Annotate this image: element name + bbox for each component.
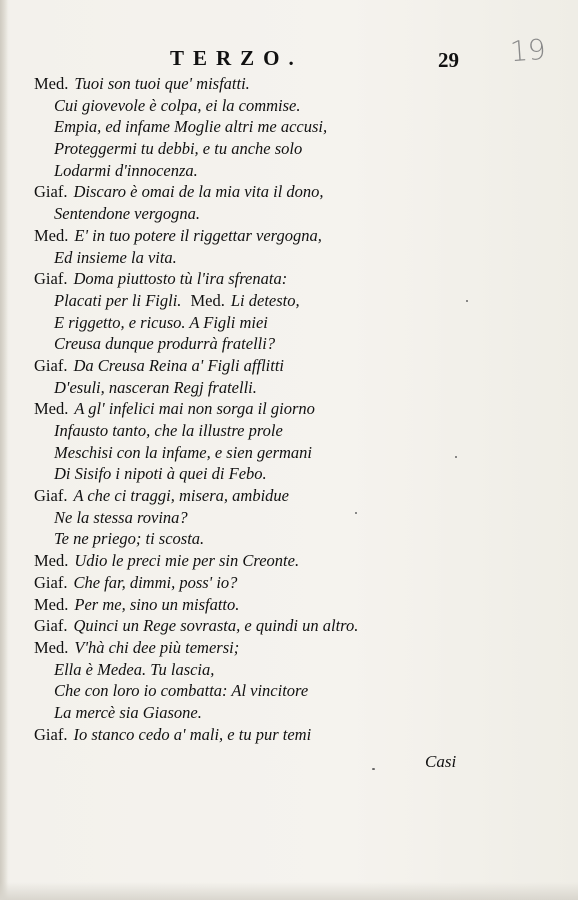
- running-head-title: TERZO.: [170, 46, 303, 70]
- speaker-name: Med.: [190, 290, 225, 310]
- speaker-name: Giaf.: [34, 616, 68, 636]
- verse-text: La mercè sia Giasone.: [54, 702, 202, 722]
- verse-text: A che ci traggi, misera, ambidue: [73, 486, 289, 506]
- verse-text: Di Sisifo i nipoti à quei di Febo.: [54, 464, 267, 484]
- verse-text: Ella è Medea. Tu lascia,: [54, 659, 215, 679]
- verse-line: [34, 73, 554, 95]
- verse-text: Io stanco cedo a' mali, e tu pur temi: [73, 724, 312, 744]
- speaker-name: Giaf.: [34, 269, 68, 289]
- verse-line: [34, 507, 554, 529]
- gutter-shadow: [0, 0, 8, 900]
- ink-speck: [372, 768, 375, 770]
- verse-line: [34, 225, 554, 247]
- verse-line: [34, 268, 554, 290]
- verse-text: Udio le preci mie per sin Creonte.: [74, 551, 300, 571]
- verse-line: [34, 138, 554, 160]
- speaker-name: Med.: [34, 637, 69, 657]
- verse-text: Placati per li Figli.: [54, 290, 182, 310]
- verse-line: [34, 485, 554, 507]
- verse-line: [34, 333, 554, 355]
- verse-line: [34, 312, 554, 334]
- verse-text: E riggetto, e ricuso. A Figli miei: [54, 312, 268, 332]
- verse-line: [34, 550, 554, 572]
- pencil-page-note: 19: [508, 32, 547, 69]
- speaker-name: Giaf.: [34, 572, 68, 592]
- verse-line: [34, 377, 554, 399]
- verse-text: Ne la stessa rovina?: [54, 507, 188, 527]
- verse-line: [34, 615, 554, 637]
- verse-text: Che far, dimmi, poss' io?: [73, 572, 238, 592]
- speaker-name: Med.: [34, 225, 69, 245]
- verse-text: D'esuli, nasceran Regj fratelli.: [54, 377, 257, 397]
- verse-text: Lodarmi d'innocenza.: [54, 160, 198, 180]
- page-bottom-edge: [0, 882, 578, 900]
- verse-text: Infausto tanto, che la illustre prole: [54, 421, 283, 440]
- verse-text: V'hà chi dee più temersi;: [74, 637, 240, 657]
- verse-text: Te ne priego; ti scosta.: [54, 529, 205, 549]
- verse-line: [34, 160, 554, 182]
- verse-text: Creusa dunque produrrà fratelli?: [54, 334, 276, 354]
- verse-line: [34, 398, 554, 420]
- speaker-name: Med.: [34, 551, 69, 571]
- verse-text: Da Creusa Reina a' Figli afflitti: [73, 355, 284, 375]
- verse-line: [34, 680, 554, 702]
- verse-text: Quinci un Rege sovrasta, e quindi un altro.: [73, 616, 359, 636]
- verse-line: [34, 659, 554, 681]
- verse-text: Empia, ed infame Moglie altri me accusi,: [54, 117, 328, 137]
- speaker-name: Med.: [34, 594, 69, 614]
- verse-line: [34, 702, 554, 724]
- ink-speck: [466, 300, 468, 302]
- verse-line: [34, 442, 554, 464]
- catchword: Casi: [425, 752, 457, 771]
- speaker-name: Med.: [34, 399, 69, 419]
- speaker-name: Giaf.: [34, 355, 68, 375]
- verse-line: [34, 290, 554, 312]
- verse-text: Meschisi con la infame, e sien germani: [54, 442, 312, 462]
- ink-speck: [355, 512, 357, 514]
- verse-text: Ed insieme la vita.: [54, 247, 177, 267]
- verse-line: [34, 420, 554, 442]
- speaker-name: Med.: [34, 74, 69, 93]
- speaker-name: Giaf.: [34, 182, 68, 202]
- verse-text: Per me, sino un misfatto.: [74, 594, 240, 614]
- speaker-name: Giaf.: [34, 486, 68, 506]
- page-number: 29: [438, 48, 459, 72]
- verse-line: [34, 181, 554, 203]
- verse-text: Che con loro io combatta: Al vincitore: [54, 681, 309, 701]
- verse-line: [34, 594, 554, 616]
- verse-line: [34, 463, 554, 485]
- verse-line: [34, 355, 554, 377]
- verse-text: Tuoi son tuoi que' misfatti.: [74, 74, 250, 93]
- verse-line: [34, 637, 554, 659]
- ink-speck: [455, 456, 457, 458]
- verse-line: [34, 247, 554, 269]
- verse-line: [34, 116, 554, 138]
- verse-text: Cui giovevole è colpa, ei la commise.: [54, 95, 301, 115]
- verse-line: [34, 95, 554, 117]
- speaker-name: Giaf.: [34, 724, 68, 744]
- verse-text: Discaro è omai de la mia vita il dono,: [73, 182, 324, 202]
- verse-text: A gl' infelici mai non sorga il giorno: [74, 399, 315, 419]
- verse-text: Li detesto,: [230, 290, 300, 310]
- verse-line: [34, 724, 554, 746]
- verse-line: [34, 203, 554, 225]
- verse-text-block: [34, 73, 554, 745]
- verse-line: [34, 528, 554, 550]
- verse-text: Doma piuttosto tù l'ira sfrenata:: [73, 269, 288, 289]
- verse-text: E' in tuo potere il riggettar vergogna,: [74, 225, 322, 245]
- running-head: [0, 46, 578, 74]
- verse-text: Proteggermi tu debbi, e tu anche solo: [54, 139, 303, 159]
- verse-line: [34, 572, 554, 594]
- verse-text: Sentendone vergogna.: [54, 204, 201, 224]
